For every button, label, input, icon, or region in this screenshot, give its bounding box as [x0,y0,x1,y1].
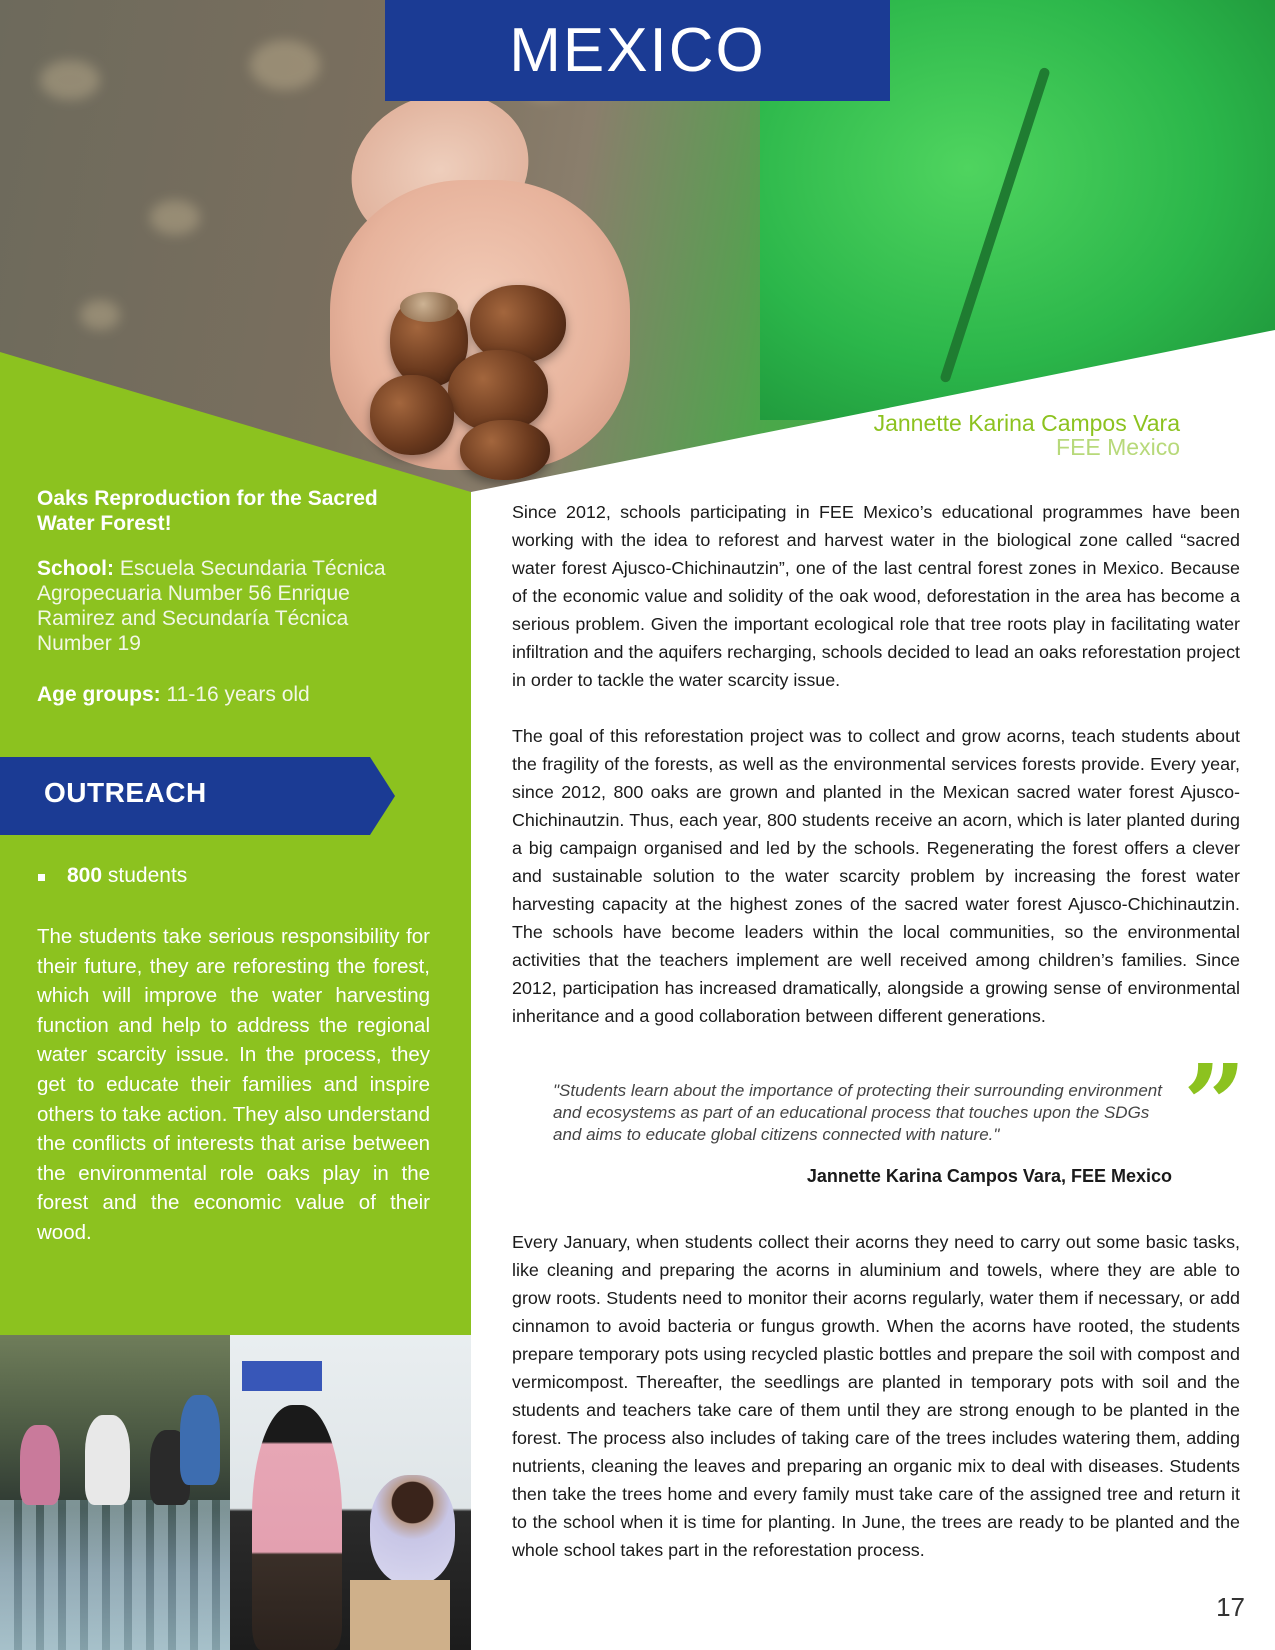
students-label: students [107,864,188,887]
body-paragraph-2: The goal of this reforestation project was to collect and grow acorns, teach students about the fragility of the forests, as well as the environmental services forests provide. Every year, since 2012, 800 oaks are grown and planted in the Mexican sacred water forest Ajusco-Chichinautzin. Thus, each year, 800 students receive an acorn, which is later planted during a big campaign organised and led by the schools. Regenerating the forest offers a clever and sustainable solution to the water scarcity problem by increasing the forest water harvesting capacity at the highest zones of the sacred water forest Ajusco-Chichinautzin. The schools have become leaders within the local communities, so the environmental activities that the teachers implement are well received among children’s families. Since 2012, participation has increased dramatically, alongside a growing sense of environmental inheritance and a good collaboration between different generations. [512,726,1240,1026]
author-name: Jannette Karina Campos Vara [873,410,1180,436]
school-value: Escuela Secundaria Técnica Agropecuaria Number 56 Enrique Ramirez and Secundaría Técnica Number 19 [37,557,386,655]
school-label: School: [37,557,114,580]
photo-students-planting [0,1335,230,1650]
project-title: Oaks Reproduction for the Sacred Water Forest! [37,487,378,535]
age-groups-info [37,682,397,707]
outreach-heading: OUTREACH [44,777,207,808]
page-number: 17 [1216,1592,1245,1622]
body-paragraph-3: Every January, when students collect their acorns they need to carry out some basic tasks, like cleaning and preparing the acorns in aluminium and towels, where they are able to grow roots. Students need to monitor their acorns regularly, water them if necessary, or add cinnamon to avoid bacteria or fungus growth. When the acorns have rooted, the students prepare temporary pots using recycled plastic bottles and prepare the soil with compost and vermicompost. Thereafter, the seedlings are planted in temporary pots with soil and the students and teachers take care of them until they are strong enough to be planted in the forest. The process also includes of taking care of the trees includes watering them, adding nutrients, cleaning the leaves and preparing an organic mix to deal with diseases. Students then take the trees home and every family must take care of the assigned tree and return it to the school when it is time for planting. In June, the trees are ready to be planted and the whole school takes part in the reforestation process. [512,1232,1240,1560]
page-title: MEXICO [509,16,766,85]
pull-quote: "Students learn about the importance of protecting their surrounding environment and ecosystems as part of an educational process that touches upon the SDGs and aims to educate global citizens connected with nature." [553,1081,1162,1144]
age-groups-label: Age groups: [37,683,161,706]
title-banner [385,0,890,101]
body-paragraph-1: Since 2012, schools participating in FEE Mexico’s educational programmes have been working with the idea to reforest and harvest water in the biological zone called “sacred water forest Ajusco-Chichinautzin”, one of the last central forest zones in Mexico. Because of the economic value and solidity of the oak wood, deforestation in the area has become a serious problem. Given the important ecological role that tree roots play in facilitating water infiltration and the aquifers recharging, schools decided to lead an oaks reforestation project in order to tackle the water scarcity issue. [512,502,1240,690]
quote-mark-icon: ” [1183,1040,1247,1169]
bullet-icon [38,874,45,881]
outreach-paragraph: The students take serious responsibility for their future, they are reforesting the forest, which will improve the water harvesting function and help to address the regional water scarcity issue. In the process, they get to educate their families and inspire others to take action. They also understand the conflicts of interests that arise between the environmental role oaks play in the forest and the economic value of their wood. [37,925,430,1244]
photo-teachers-preparing-acorns [230,1335,471,1650]
students-count-line [67,864,187,888]
author-organisation: FEE Mexico [1056,434,1180,460]
quote-attribution: Jannette Karina Campos Vara, FEE Mexico [806,1166,1172,1186]
school-info [37,556,397,656]
age-groups-value: 11-16 years old [166,683,310,706]
students-count: 800 [67,864,103,887]
